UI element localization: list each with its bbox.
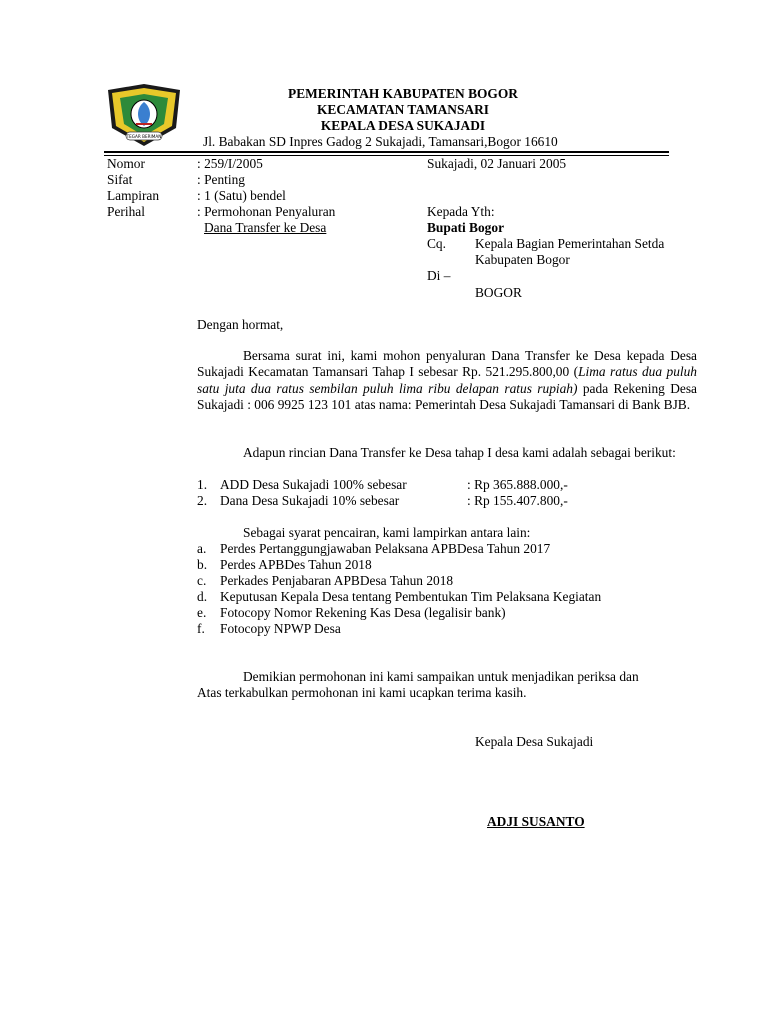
sifat-value: : Penting [197,172,245,187]
rincian-label: ADD Desa Sukajadi 100% sebesar [220,477,407,492]
signature-name: ADJI SUSANTO [487,814,585,829]
cq-line-2: Kabupaten Bogor [475,252,570,267]
cq-line-1: Kepala Bagian Pemerintahan Setda [475,236,665,251]
header-line-1: PEMERINTAH KABUPATEN BOGOR [288,86,518,101]
paragraph-3: Sebagai syarat pencairan, kami lampirkan antara lain: [243,525,531,540]
header-line-2: KECAMATAN TAMANSARI [317,102,489,117]
lampiran-item: Perdes APBDes Tahun 2018 [220,557,372,572]
paragraph-1-text-a: Bersama surat ini, kami mohon penyaluran Dana Transfer ke Desa kepada Desa Sukajadi Kecamatan Tamansari Tahap I sebesar Rp. 521.295.800,00 ( [197,348,697,380]
lampiran-letter: e. [197,605,207,620]
paragraph-1-text-b: pada Rekening Desa Sukajadi : 006 9925 123 101 atas nama: Pemerintah Desa Sukajadi Tamansari di Bank BJB. [197,380,697,412]
rincian-value: : Rp 365.888.000,- [467,477,568,492]
nomor-label: Nomor [107,156,145,171]
lampiran-item: Perkades Penjabaran APBDesa Tahun 2018 [220,573,454,588]
header-divider [104,151,669,153]
perihal-label: Perihal [107,204,145,219]
lampiran-value: : 1 (Satu) bendel [197,188,286,203]
paragraph-1 [197,348,697,413]
di-label: Di – [427,268,451,283]
header-divider-thin [104,155,669,156]
lampiran-item: Fotocopy Nomor Rekening Kas Desa (legalisir bank) [220,605,506,620]
rincian-value: : Rp 155.407.800,- [467,493,568,508]
lampiran-item: Keputusan Kepala Desa tentang Pembentukan Tim Pelaksana Kegiatan [220,589,602,604]
closing-line-1: Demikian permohonan ini kami sampaikan untuk menjadikan periksa dan [243,669,639,684]
header-line-3: KEPALA DESA SUKAJADI [320,118,486,133]
logo-caption: TEGAR BERIMAN [126,134,162,139]
signature-title: Kepala Desa Sukajadi [475,734,594,749]
sifat-label: Sifat [107,172,133,187]
lampiran-item: Fotocopy NPWP Desa [220,621,341,636]
nomor-value: : 259/I/2005 [197,156,263,171]
lampiran-letter: a. [197,541,207,556]
lampiran-letter: b. [197,557,208,572]
rincian-label: Dana Desa Sukajadi 10% sebesar [220,493,400,508]
rincian-num: 1. [197,477,208,492]
bogor-regency-emblem-icon [106,84,182,148]
salutation: Dengan hormat, [197,317,284,332]
recipient-name: Bupati Bogor [427,220,505,235]
recipient-city: BOGOR [475,285,522,300]
perihal-value-line2: Dana Transfer ke Desa [204,220,327,235]
paragraph-1-amount-words: Lima ratus dua puluh satu juta dua ratus sembilan puluh lima ribu delapan ratus rupiah) [197,364,698,396]
cq-label: Cq. [427,236,446,251]
lampiran-letter: f. [197,621,205,636]
paragraph-2-text: Adapun rincian Dana Transfer ke Desa tahap I desa kami adalah sebagai berikut: [243,445,676,460]
lampiran-letter: d. [197,589,208,604]
perihal-value: : Permohonan Penyaluran [197,204,336,219]
paragraph-2 [197,445,697,461]
letter-date: Sukajadi, 02 Januari 2005 [427,156,567,171]
kepada-label: Kepada Yth: [427,204,495,219]
lampiran-item: Perdes Pertanggungjawaban Pelaksana APBDesa Tahun 2017 [220,541,551,556]
header-address: Jl. Babakan SD Inpres Gadog 2 Sukajadi, Tamansari,Bogor 16610 [203,134,558,149]
lampiran-label: Lampiran [107,188,160,203]
lampiran-letter: c. [197,573,207,588]
closing-line-2: Atas terkabulkan permohonan ini kami ucapkan terima kasih. [197,685,527,700]
rincian-num: 2. [197,493,208,508]
